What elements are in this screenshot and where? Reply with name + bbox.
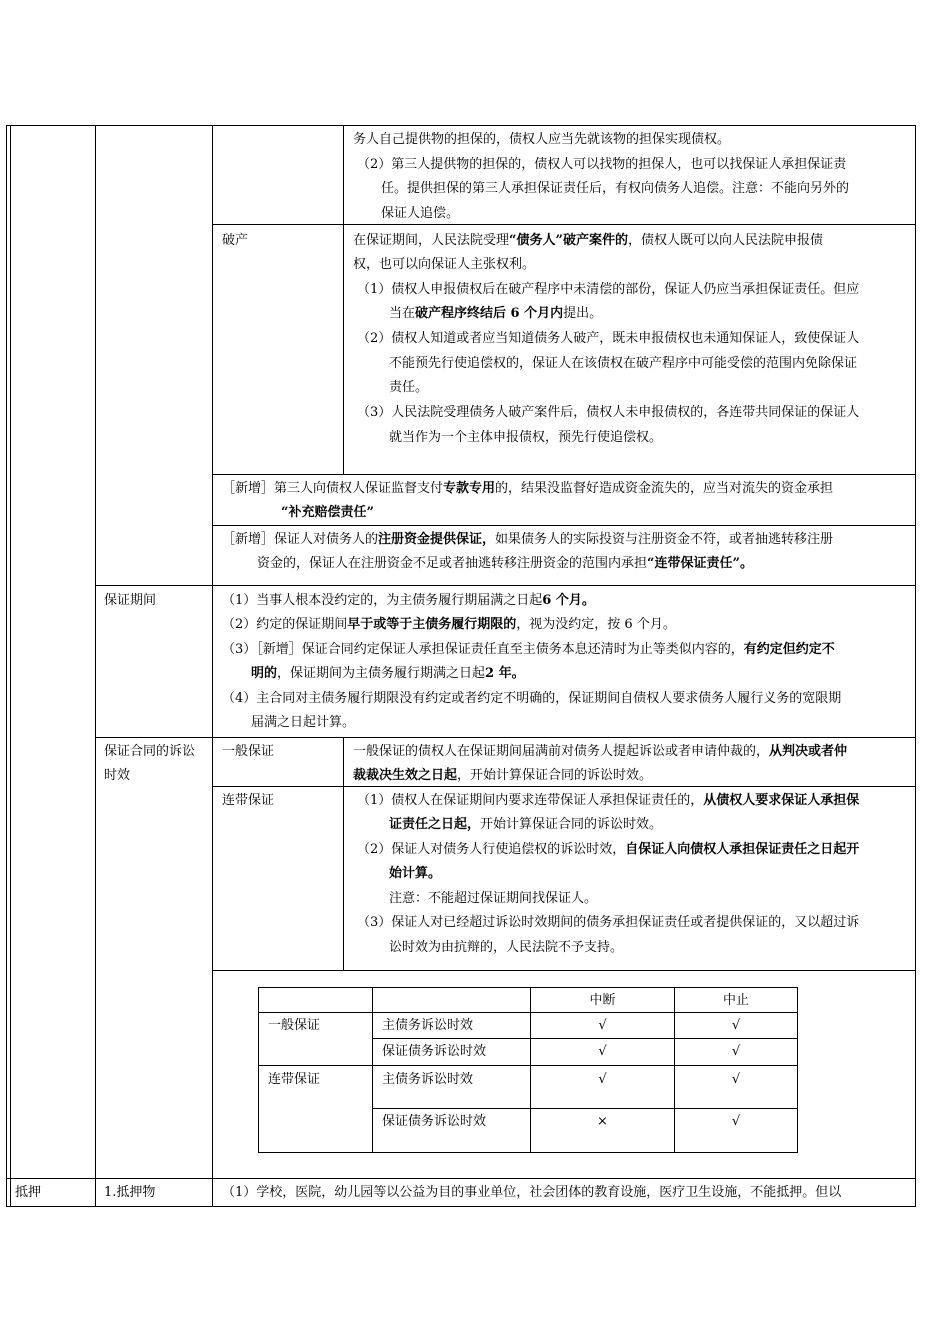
inner-table-line xyxy=(372,987,373,1153)
row-item: 主债务诉讼时效 xyxy=(382,1018,474,1033)
header-suspend: 中止 xyxy=(722,993,749,1008)
bankruptcy-para-1: 在保证期间，人民法院受理“债务人”破产案件的，债权人既可以向人民法院申报债 xyxy=(353,233,823,248)
outer-left-border xyxy=(6,125,7,1207)
cell-interrupt: √ xyxy=(598,1072,607,1087)
period-item-3: （3）［新增］保证合同约定保证人承担保证责任直至主债务本息还清时为止等类似内容的，有约定但约定不 xyxy=(222,642,835,657)
header-interrupt: 中断 xyxy=(589,993,616,1008)
period-item-1: （1）当事人根本没约定的，为主债务履行期届满之日起6 个月。 xyxy=(222,593,595,608)
inner-table-line xyxy=(258,1065,798,1066)
col-divider-3-lower xyxy=(343,737,344,970)
table-top-border xyxy=(6,125,916,126)
surety-text-line-1: 务人自己提供物的担保的，债权人应当先就该物的担保实现债权。 xyxy=(353,132,731,147)
bankruptcy-item-2: （2）债权人知道或者应当知道债务人破产，既未申报债权也未通知保证人，致使保证人 xyxy=(357,331,860,346)
new-item-1: ［新增］第三人向债权人保证监督支付专款专用的，结果没监督好造成资金流失的，应当对流失的资金承担 xyxy=(222,481,834,496)
group-general: 一般保证 xyxy=(268,1018,321,1033)
col-divider-2 xyxy=(212,125,213,1207)
mortgage-sub-label: 1.抵押物 xyxy=(104,1185,156,1200)
outer-left-border-inner xyxy=(10,125,11,1207)
cell-suspend: √ xyxy=(731,1044,741,1059)
new-item-1-cont: “补充赔偿责任” xyxy=(281,505,374,520)
joint-item-2: （2）保证人对债务人行使追偿权的诉讼时效，自保证人向债权人承担保证责任之日起开 xyxy=(357,842,860,857)
mortgage-label: 抵押 xyxy=(15,1185,42,1200)
surety-text-line-2: （2）第三人提供物的担保的，债权人可以找物的担保人，也可以找保证人承担保证责 xyxy=(357,157,847,172)
cell-suspend: √ xyxy=(731,1072,741,1087)
mortgage-text: （1）学校，医院，幼儿园等以公益为目的事业单位，社会团体的教育设施，医疗卫生设施，不能抵押。但以 xyxy=(222,1185,842,1200)
table-bottom-border xyxy=(6,1206,916,1207)
row-item: 保证债务诉讼时效 xyxy=(382,1114,487,1129)
joint-guarantee-label: 连带保证 xyxy=(222,793,275,808)
bankruptcy-item-2-end: 责任。 xyxy=(389,380,429,395)
bankruptcy-para-1-cont: 权，也可以向保证人主张权利。 xyxy=(353,257,536,272)
row-divider-inner-table xyxy=(212,970,916,971)
limitation-label-1: 保证合同的诉讼 xyxy=(104,744,196,759)
bankruptcy-item-1: （1）债权人申报债权后在破产程序中未清偿的部份，保证人仍应当承担保证责任。但应 xyxy=(357,282,860,297)
cell-interrupt: √ xyxy=(598,1044,607,1059)
row-divider-new2 xyxy=(212,525,916,526)
row-item: 保证债务诉讼时效 xyxy=(382,1044,487,1059)
period-item-2: （2）约定的保证期间早于或等于主债务履行期限的，视为没约定，按 6 个月。 xyxy=(222,617,676,632)
joint-item-1-cont: 证责任之日起，开始计算保证合同的诉讼时效。 xyxy=(389,817,663,832)
bankruptcy-label: 破产 xyxy=(222,233,249,248)
inner-table-line xyxy=(258,987,259,1153)
limitation-label-2: 时效 xyxy=(104,768,131,783)
new-item-2-cont: 资金的，保证人在注册资金不足或者抽逃转移注册资金的范围内承担“连带保证责任”。 xyxy=(257,556,753,571)
surety-text-line-4: 保证人追偿。 xyxy=(381,206,460,221)
general-guarantee-text-cont: 裁裁决生效之日起，开始计算保证合同的诉讼时效。 xyxy=(353,768,653,783)
row-divider-limitation xyxy=(95,737,916,738)
row-divider-mortgage xyxy=(6,1178,916,1179)
cell-suspend: √ xyxy=(731,1018,741,1033)
cell-interrupt: × xyxy=(597,1114,608,1129)
joint-item-3: （3）保证人对已经超过诉讼时效期间的债务承担保证责任或者提供保证的，又以超过诉 xyxy=(357,915,860,930)
surety-text-line-3: 任。提供担保的第三人承担保证责任后，有权向债务人追偿。注意：不能向另外的 xyxy=(381,181,850,196)
row-divider-bankruptcy xyxy=(212,224,916,225)
period-item-4-cont: 届满之日起计算。 xyxy=(251,715,356,730)
cell-suspend: √ xyxy=(731,1114,741,1129)
general-guarantee-label: 一般保证 xyxy=(222,744,275,759)
joint-item-1: （1）债权人在保证期间内要求连带保证人承担保证责任的，从债权人要求保证人承担保 xyxy=(357,793,860,808)
outer-right-border xyxy=(915,125,916,1207)
cell-interrupt: √ xyxy=(598,1018,607,1033)
period-item-3-cont: 明的，保证期间为主债务履行期满之日起2 年。 xyxy=(251,666,525,681)
row-item: 主债务诉讼时效 xyxy=(382,1072,474,1087)
joint-item-3-cont: 讼时效为由抗辩的，人民法院不予支持。 xyxy=(389,940,624,955)
inner-table-line xyxy=(797,987,798,1153)
row-divider-new1 xyxy=(212,474,916,475)
row-divider-period xyxy=(95,585,916,586)
bankruptcy-item-3: （3）人民法院受理债务人破产案件后，债权人未申报债权的，各连带共同保证的保证人 xyxy=(357,405,860,420)
bankruptcy-item-2-cont: 不能预先行使追偿权的，保证人在该债权在破产程序中可能受偿的范围内免除保证 xyxy=(389,356,858,371)
col-divider-3-upper xyxy=(343,125,344,474)
bankruptcy-item-3-cont: 就当作为一个主体申报债权，预先行使追偿权。 xyxy=(389,430,663,445)
period-label: 保证期间 xyxy=(104,593,157,608)
new-item-2: ［新增］保证人对债务人的注册资金提供保证，如果债务人的实际投资与注册资金不符，或者抽逃转移注册 xyxy=(222,532,834,547)
bankruptcy-item-1-cont: 当在破产程序终结后 6 个月内提出。 xyxy=(389,306,603,321)
period-item-4: （4）主合同对主债务履行期限没有约定或者约定不明确的，保证期间自债权人要求债务人履行义务的宽限期 xyxy=(222,691,842,706)
general-guarantee-text: 一般保证的债权人在保证期间届满前对债务人提起诉讼或者申请仲裁的，从判决或者仲 xyxy=(353,744,848,759)
joint-item-2-note: 注意：不能超过保证期间找保证人。 xyxy=(389,891,598,906)
col-divider-1 xyxy=(95,125,96,1207)
group-joint: 连带保证 xyxy=(268,1072,321,1087)
joint-item-2-cont: 始计算。 xyxy=(389,866,442,881)
inner-table-line xyxy=(258,1152,798,1153)
